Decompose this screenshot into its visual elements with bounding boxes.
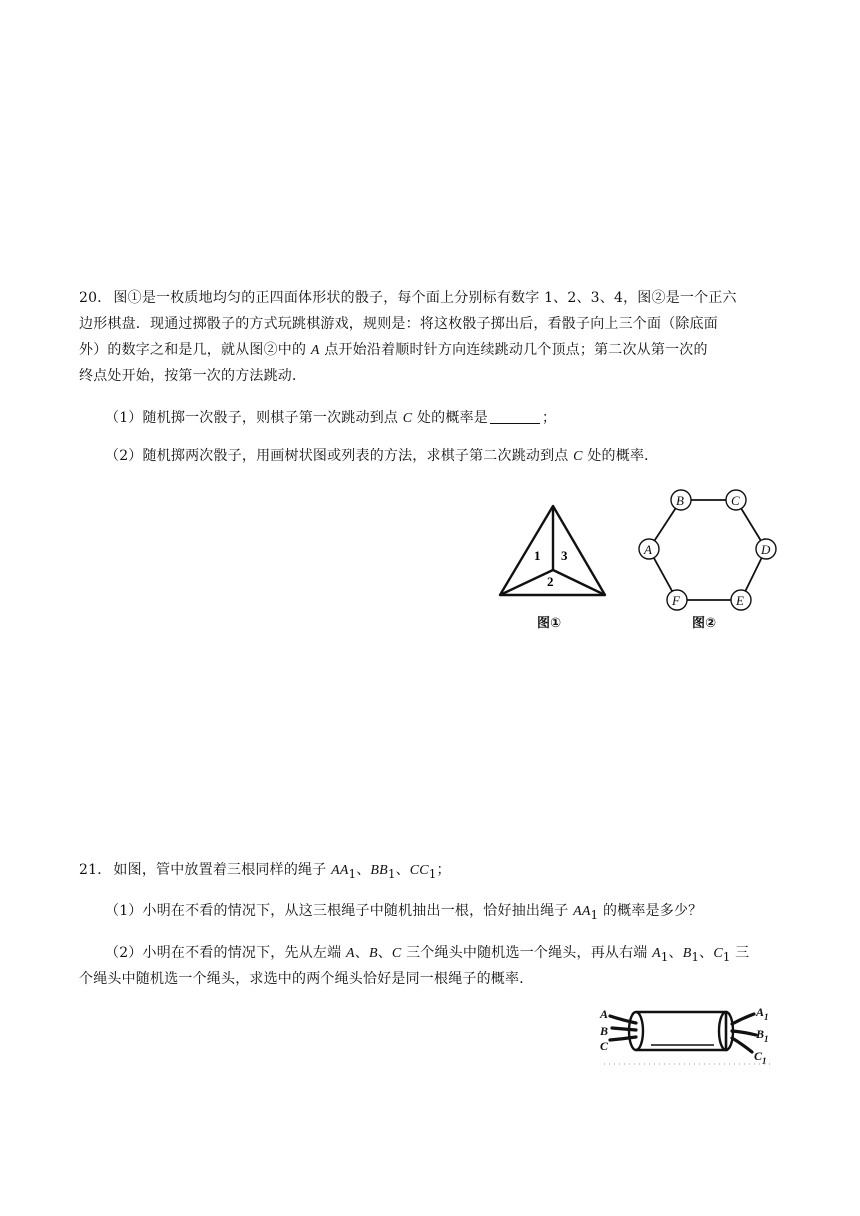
vertex-B-label: B [676,493,684,508]
q21-number: 21． [79,862,112,878]
left-label-C: C [600,1039,609,1053]
vertex-A-label: A [644,542,652,557]
face-label-1: 1 [534,548,541,563]
right-label-A1: A [756,1005,765,1019]
svg-text:1: 1 [764,1034,769,1044]
face-label-3: 3 [561,548,568,563]
vertex-F-label: F [672,593,680,608]
q21-stem: 21． 如图，管中放置着三根同样的绳子 $AA_1$、$BB_1$、$CC_1$； [79,862,451,881]
figure2-caption: 图② [692,616,717,631]
q20-stem-line2: 边形棋盘．现通过掷骰子的方式玩跳棋游戏，规则是：将这枚骰子掷出后，看骰子向上三个面（除底面 [79,316,718,332]
q20-number: 20． [79,290,112,306]
hexagon-board-figure [632,482,782,612]
vertex-D-label: D [761,542,771,557]
q21-part2-line2: 个绳头中随机选一个绳头，求选中的两个绳头恰好是同一根绳子的概率． [79,971,534,987]
q21-part1: （1）小明在不看的情况下，从这三根绳子中随机抽出一根，恰好抽出绳子 $AA_1$ 的概率是多少？ [105,903,703,922]
svg-text:1: 1 [764,1012,769,1022]
face-label-2: 2 [547,574,554,589]
right-label-B1: B [756,1027,765,1041]
right-label-C1: C [754,1049,763,1063]
tetrahedron-figure [495,498,613,604]
q20-part1: （1）随机掷一次骰子，则棋子第一次跳动到点 C 处的概率是 ； [105,410,557,426]
answer-blank[interactable] [490,409,540,424]
vertex-C-label: C [731,493,740,508]
left-label-A: A [600,1007,609,1021]
left-label-B: B [600,1024,609,1038]
rope-tube-figure [596,1002,780,1072]
q20-stem-line4: 终点处开始，按第一次的方法跳动． [79,368,307,384]
q20-stem-line1: 20． 图①是一枚质地均匀的正四面体形状的骰子，每个面上分别标有数字 1、2、3、4，图②是一个正六 [79,290,737,306]
vertex-E-label: E [736,593,744,608]
svg-text:1: 1 [762,1056,767,1066]
figure1-caption: 图① [537,616,562,631]
q20-part2: （2）随机掷两次骰子，用画树状图或列表的方法，求棋子第二次跳动到点 C 处的概率． [105,448,659,464]
q21-part2-line1: （2）小明在不看的情况下，先从左端 A、B、C 三个绳头中随机选一个绳头，再从右端 $A_1$、$B_1$、$C_1$ 三 [105,945,750,964]
q20-stem-line3: 外）的数字之和是几，就从图②中的 A 点开始沿着顺时针方向连续跳动几个顶点；第二次从第一次的 [79,342,708,358]
